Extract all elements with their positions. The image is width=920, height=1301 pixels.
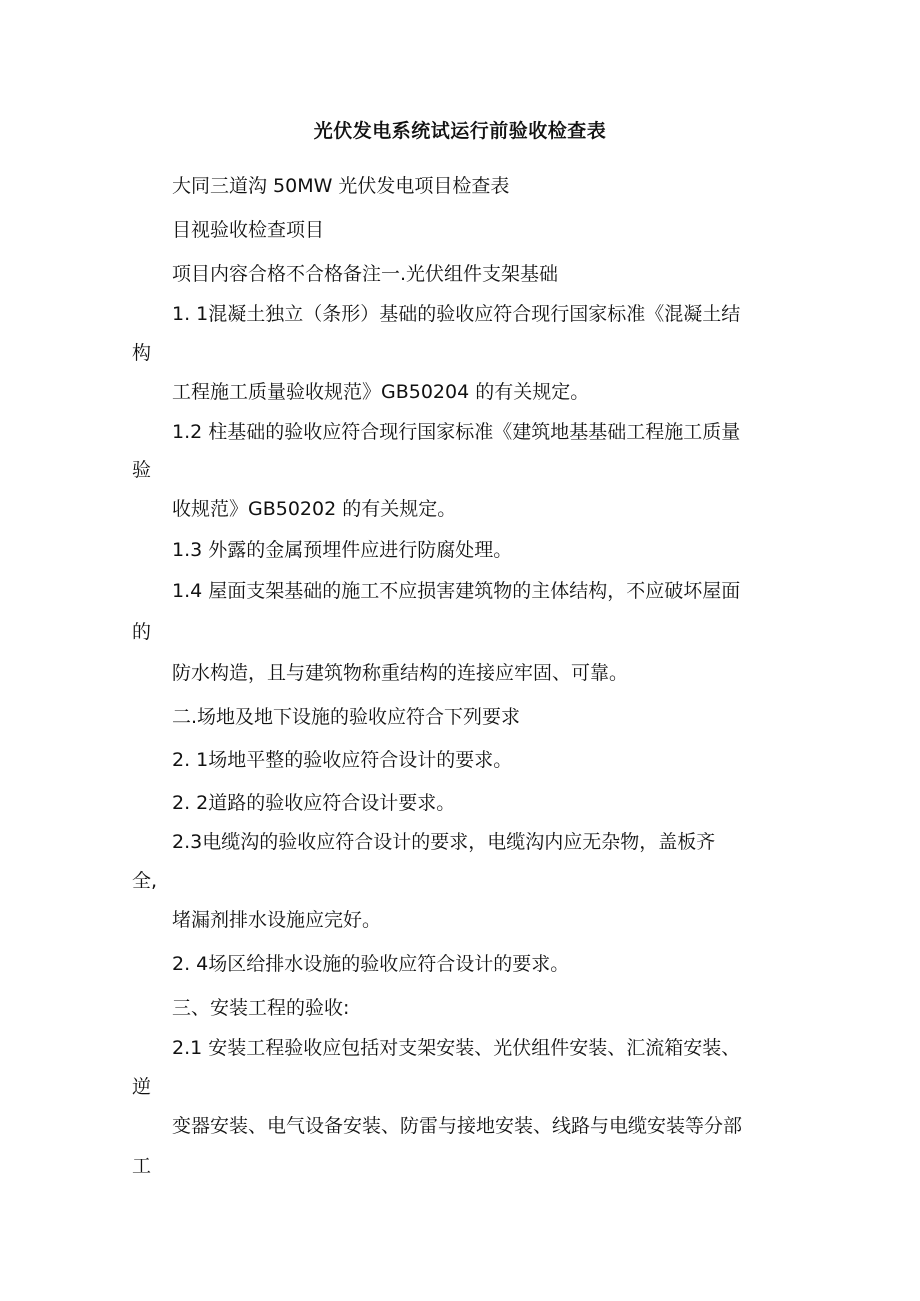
item-2-4-line: 2. 4场区给排水设施的验收应符合设计的要求。: [172, 953, 570, 975]
item-1-1-wrap: 构: [132, 342, 152, 364]
item-1-2-line: 1.2 柱基础的验收应符合现行国家标准《建筑地基基础工程施工质量: [172, 421, 741, 443]
item-3-1-wrap-2: 工: [132, 1155, 152, 1177]
table-header-line: 项目内容合格不合格备注一.光伏组件支架基础: [172, 263, 559, 285]
item-2-3-continuation: 堵漏剂排水设施应完好。: [172, 909, 382, 931]
item-2-1-line: 2. 1场地平整的验收应符合设计的要求。: [172, 749, 513, 771]
project-name-line: 大同三道沟 50MW 光伏发电项目检查表: [172, 175, 510, 197]
section-heading-visual-inspection: 目视验收检查项目: [172, 219, 325, 241]
item-1-4-wrap: 的: [132, 621, 152, 643]
item-1-1-line: 1. 1混凝土独立（条形）基础的验收应符合现行国家标准《混凝土结: [172, 303, 741, 325]
item-1-3-line: 1.3 外露的金属预埋件应进行防腐处理。: [172, 539, 513, 561]
item-3-1-continuation: 变器安装、电气设备安装、防雷与接地安装、线路与电缆安装等分部: [172, 1115, 743, 1137]
item-1-2-continuation: 收规范》GB50202 的有关规定。: [172, 498, 457, 520]
section-heading-installation: 三、安装工程的验收:: [172, 997, 350, 1019]
item-1-4-continuation: 防水构造，且与建筑物称重结构的连接应牢固、可靠。: [172, 662, 629, 684]
item-2-3-wrap: 全,: [132, 870, 158, 892]
item-3-1-line: 2.1 安装工程验收应包括对支架安装、光伏组件安装、汇流箱安装、: [172, 1037, 741, 1059]
item-2-2-line: 2. 2道路的验收应符合设计要求。: [172, 792, 456, 814]
item-1-1-continuation: 工程施工质量验收规范》GB50204 的有关规定。: [172, 381, 590, 403]
document-title: 光伏发电系统试运行前验收检查表: [313, 120, 607, 142]
item-1-4-line: 1.4 屋面支架基础的施工不应损害建筑物的主体结构，不应破坏屋面: [172, 580, 741, 602]
item-3-1-wrap: 逆: [132, 1076, 152, 1098]
section-heading-site-facilities: 二.场地及地下设施的验收应符合下列要求: [172, 706, 521, 728]
item-1-2-wrap: 验: [132, 459, 152, 481]
item-2-3-line: 2.3电缆沟的验收应符合设计的要求，电缆沟内应无杂物，盖板齐: [172, 831, 716, 853]
